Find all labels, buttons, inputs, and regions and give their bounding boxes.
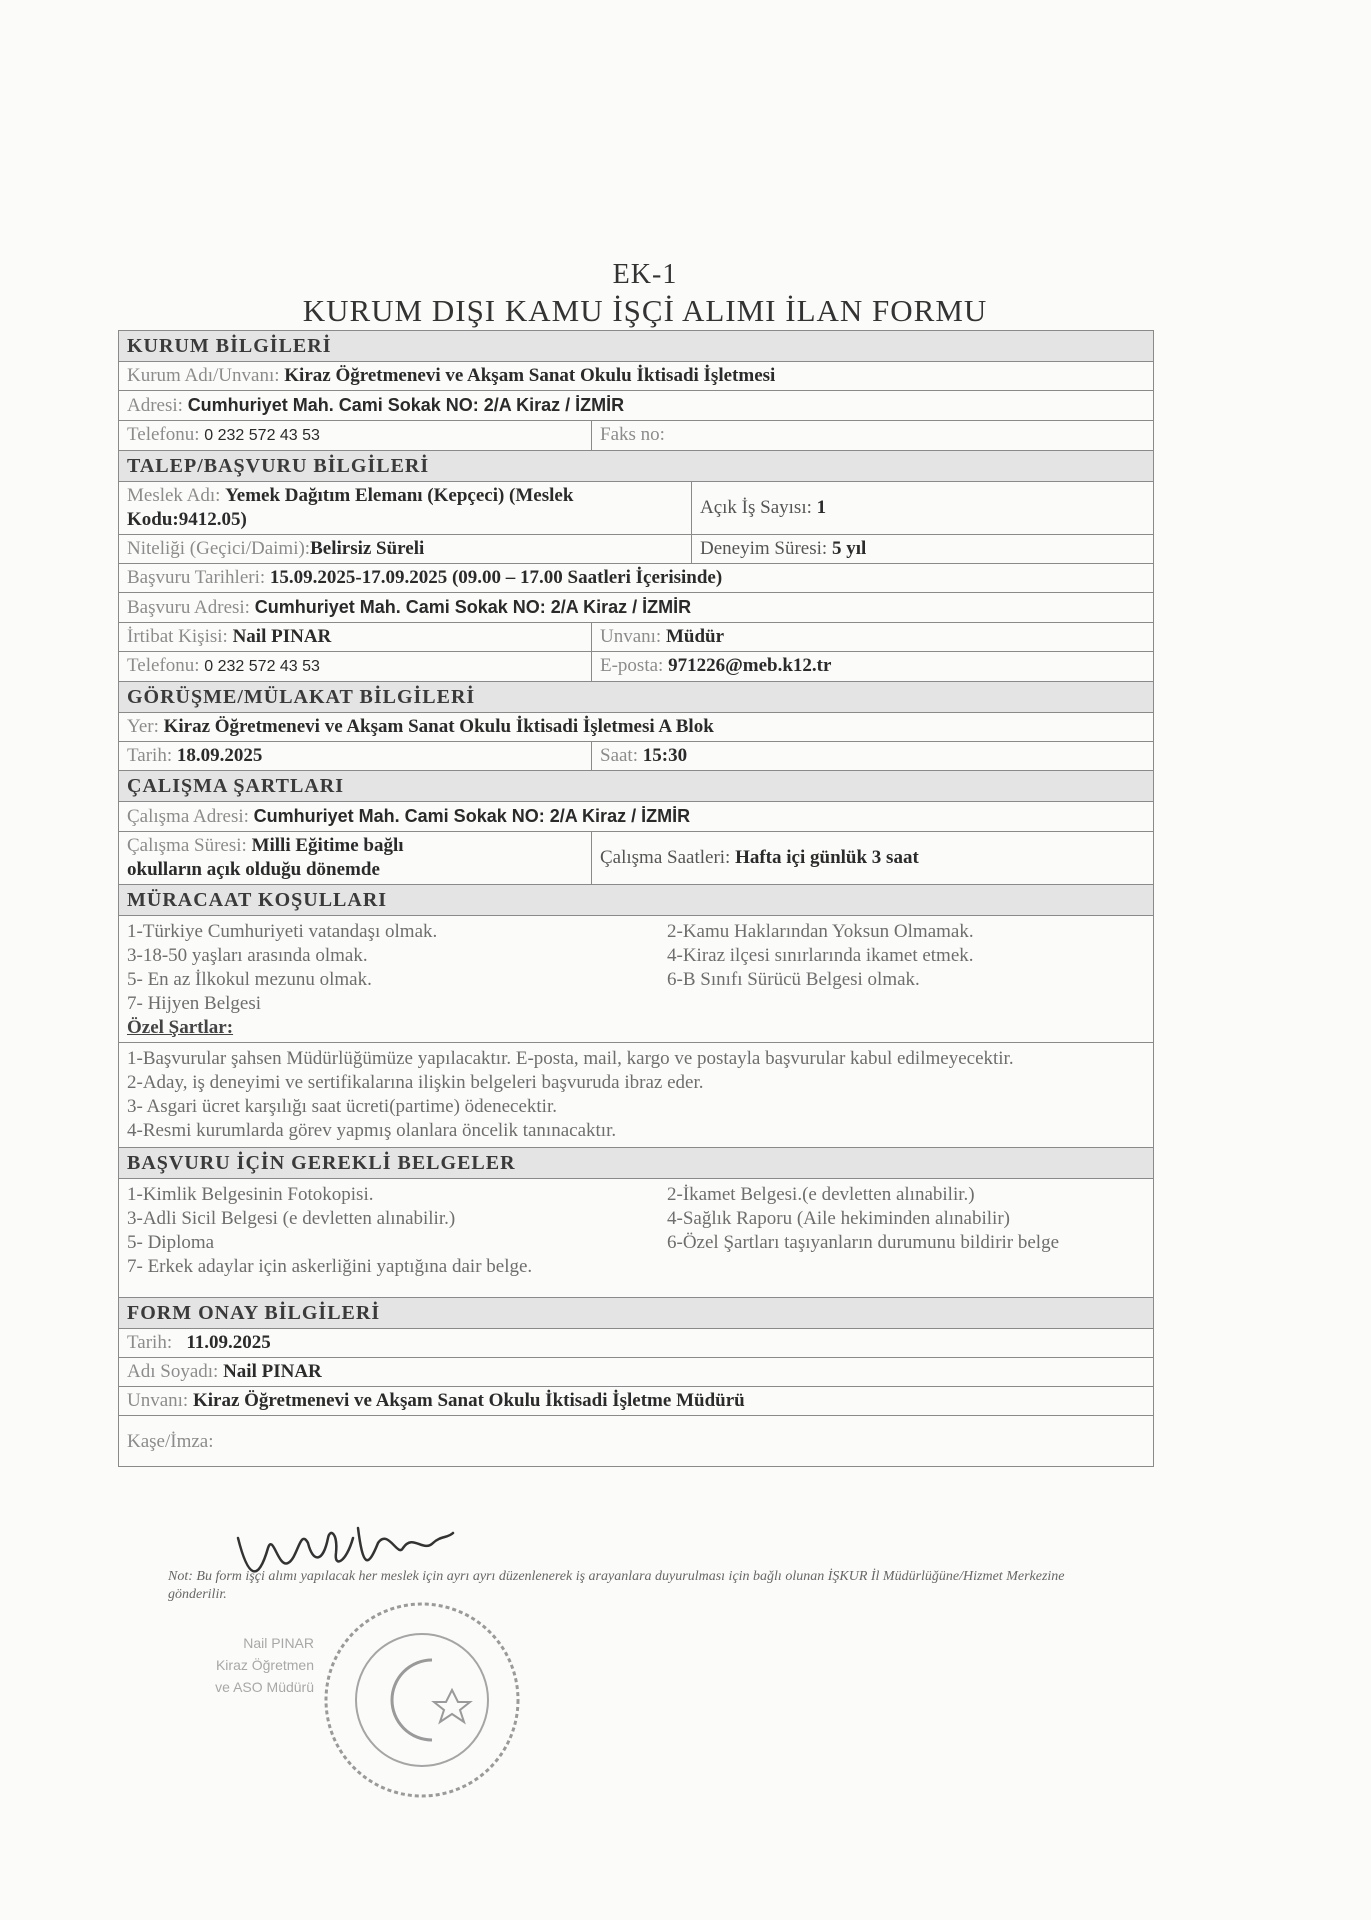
request-phone-value: 0 232 572 43 53: [204, 658, 320, 675]
condition-item: 1-Türkiye Cumhuriyeti vatandaşı olmak.: [127, 921, 438, 942]
institution-address-value: Cumhuriyet Mah. Cami Sokak NO: 2/A Kiraz / İZMİR: [187, 395, 625, 415]
work-duration-row: [119, 832, 1153, 885]
signature-label: Kaşe/İmza:: [127, 1431, 214, 1452]
interview-place-row: [119, 713, 1153, 742]
institution-address-row: [119, 391, 1153, 421]
institution-name-label: Kurum Adı/Unvanı:: [127, 365, 280, 386]
approval-date-value: 11.09.2025: [186, 1332, 271, 1353]
condition-item: 4-Kiraz ilçesi sınırlarında ikamet etmek.: [667, 945, 974, 966]
documents-list: [119, 1179, 1153, 1298]
form-header: [120, 258, 1170, 330]
condition-item: 3-18-50 yaşları arasında olmak.: [127, 945, 368, 966]
institution-phone-label: Telefonu:: [127, 424, 200, 445]
condition-item: 2-Kamu Haklarından Yoksun Olmamak.: [667, 921, 974, 942]
approval-name-row: [119, 1358, 1153, 1387]
signature-row: [119, 1416, 1153, 1466]
documents-left-column: [127, 1183, 667, 1279]
institution-name-row: [119, 362, 1153, 391]
section-institution-title: KURUM BİLGİLERİ: [119, 331, 1153, 362]
approval-name-value: Nail PINAR: [223, 1361, 322, 1382]
contact-label: İrtibat Kişisi:: [127, 626, 228, 647]
annex-label: EK-1: [612, 259, 678, 290]
special-condition-item: 4-Resmi kurumlarda görev yapmış olanlara öncelik tanınacaktır.: [127, 1120, 617, 1141]
stamp-line: ve ASO Müdürü: [215, 1679, 314, 1695]
dates-value: 15.09.2025-17.09.2025 (09.00 – 17.00 Saatleri İçerisinde): [269, 567, 723, 588]
institution-address-label: Adresi:: [127, 395, 183, 416]
contact-row: [119, 623, 1153, 652]
document-item: 5- Diploma: [127, 1232, 215, 1253]
institution-name-value: Kiraz Öğretmenevi ve Akşam Sanat Okulu İktisadi İşletmesi: [284, 365, 776, 386]
work-address-label: Çalışma Adresi:: [127, 806, 249, 827]
approval-date-row: [119, 1329, 1153, 1358]
approval-title-label: Unvanı:: [127, 1390, 189, 1411]
nature-value: Belirsiz Süreli: [310, 538, 425, 559]
conditions-right-column: [667, 920, 1145, 1016]
apply-address-label: Başvuru Adresi:: [127, 597, 250, 618]
official-stamp-text: [184, 1632, 314, 1698]
institution-phone-value: 0 232 572 43 53: [204, 427, 320, 444]
approval-title-value: Kiraz Öğretmenevi ve Akşam Sanat Okulu İktisadi İşletme Müdürü: [192, 1390, 745, 1411]
work-address-row: [119, 802, 1153, 832]
interview-place-label: Yer:: [127, 716, 159, 737]
section-interview-title: GÖRÜŞME/MÜLAKAT BİLGİLERİ: [119, 682, 1153, 713]
apply-address-value: Cumhuriyet Mah. Cami Sokak NO: 2/A Kiraz / İZMİR: [254, 597, 692, 617]
special-condition-item: 3- Asgari ücret karşılığı saat ücreti(partime) ödenecektir.: [127, 1096, 557, 1117]
contact-title-label: Unvanı:: [600, 626, 662, 647]
profession-label: Meslek Adı:: [127, 485, 221, 506]
approval-date-label: Tarih:: [127, 1332, 173, 1353]
document-item: 3-Adli Sicil Belgesi (e devletten alınabilir.): [127, 1208, 456, 1229]
stamp-line: Kiraz Öğretmen: [215, 1657, 314, 1673]
special-conditions-title: Özel Şartlar:: [127, 1017, 234, 1038]
request-phone-label: Telefonu:: [127, 655, 200, 676]
approval-name-label: Adı Soyadı:: [127, 1361, 219, 1382]
openings-value: 1: [816, 497, 827, 518]
section-request-title: TALEP/BAŞVURU BİLGİLERİ: [119, 451, 1153, 482]
interview-time-label: Saat:: [600, 745, 638, 766]
institution-fax-label: Faks no:: [600, 424, 665, 445]
conditions-left-column: [127, 920, 667, 1016]
profession-value-line1: Yemek Dağıtım Elemanı (Kepçeci) (Meslek: [225, 485, 574, 506]
section-conditions-title: MÜRACAAT KOŞULLARI: [119, 885, 1153, 916]
conditions-list: [119, 916, 1153, 1042]
contact-title-value: Müdür: [665, 626, 725, 647]
special-conditions-list: [119, 1042, 1153, 1148]
document-item: 7- Erkek adaylar için askerliğini yaptığına dair belge.: [127, 1256, 533, 1277]
email-label: E-posta:: [600, 655, 664, 676]
stamp-line: Nail PINAR: [243, 1635, 314, 1651]
interview-date-label: Tarih:: [127, 745, 173, 766]
interview-datetime-row: [119, 742, 1153, 771]
condition-item: 6-B Sınıfı Sürücü Belgesi olmak.: [667, 969, 920, 990]
interview-date-value: 18.09.2025: [176, 745, 263, 766]
document-item: 6-Özel Şartları taşıyanların durumunu bildirir belge: [667, 1232, 1060, 1253]
application-form: [118, 330, 1154, 1467]
official-seal-icon: [312, 1590, 532, 1810]
form-title: KURUM DIŞI KAMU İŞÇİ ALIMI İLAN FORMU: [302, 293, 988, 328]
nature-label: Niteliği (Geçici/Daimi):: [127, 538, 311, 559]
document-item: 2-İkamet Belgesi.(e devletten alınabilir.): [667, 1184, 975, 1205]
approval-title-row: [119, 1387, 1153, 1416]
request-phone-row: [119, 652, 1153, 682]
experience-value: 5 yıl: [831, 538, 867, 559]
openings-label: Açık İş Sayısı:: [700, 497, 812, 518]
work-hours-value: Hafta içi günlük 3 saat: [735, 847, 919, 868]
dates-row: [119, 564, 1153, 593]
work-address-value: Cumhuriyet Mah. Cami Sokak NO: 2/A Kiraz / İZMİR: [253, 806, 691, 826]
condition-item: 5- En az İlkokul mezunu olmak.: [127, 969, 372, 990]
contact-value: Nail PINAR: [232, 626, 332, 647]
special-condition-item: 2-Aday, iş deneyimi ve sertifikalarına ilişkin belgeleri başvuruda ibraz eder.: [127, 1072, 704, 1093]
institution-phone-row: [119, 421, 1153, 451]
work-duration-value-line2: okulların açık olduğu dönemde: [127, 859, 380, 880]
work-hours-label: Çalışma Saatleri:: [600, 847, 731, 868]
footer-note: Not: Bu form işçi alımı yapılacak her meslek için ayrı ayrı düzenlenerek iş arayanlara duyurulması için bağlı olunan İŞKUR İl Müdürlüğüne/Hizmet Merkezine gönderilir.: [168, 1569, 1065, 1602]
documents-right-column: [667, 1183, 1145, 1279]
apply-address-row: [119, 593, 1153, 623]
profession-row: [119, 482, 1153, 535]
dates-label: Başvuru Tarihleri:: [127, 567, 266, 588]
interview-time-value: 15:30: [642, 745, 688, 766]
profession-value-line2: Kodu:9412.05): [127, 509, 247, 530]
document-item: 4-Sağlık Raporu (Aile hekiminden alınabilir): [667, 1208, 1010, 1229]
condition-item: 7- Hijyen Belgesi: [127, 993, 262, 1014]
work-duration-value-line1: Milli Eğitime bağlı: [251, 835, 404, 856]
section-work-title: ÇALIŞMA ŞARTLARI: [119, 771, 1153, 802]
interview-place-value: Kiraz Öğretmenevi ve Akşam Sanat Okulu İktisadi İşletmesi A Blok: [163, 716, 714, 737]
special-condition-item: 1-Başvurular şahsen Müdürlüğümüze yapılacaktır. E-posta, mail, kargo ve postayla başvurular kabul edilmeyecektir.: [127, 1048, 1014, 1069]
nature-row: [119, 535, 1153, 564]
section-documents-title: BAŞVURU İÇİN GEREKLİ BELGELER: [119, 1148, 1153, 1179]
section-approval-title: FORM ONAY BİLGİLERİ: [119, 1298, 1153, 1329]
email-value: 971226@meb.k12.tr: [668, 655, 832, 676]
experience-label: Deneyim Süresi:: [700, 538, 828, 559]
work-duration-label: Çalışma Süresi:: [127, 835, 247, 856]
document-item: 1-Kimlik Belgesinin Fotokopisi.: [127, 1184, 374, 1205]
